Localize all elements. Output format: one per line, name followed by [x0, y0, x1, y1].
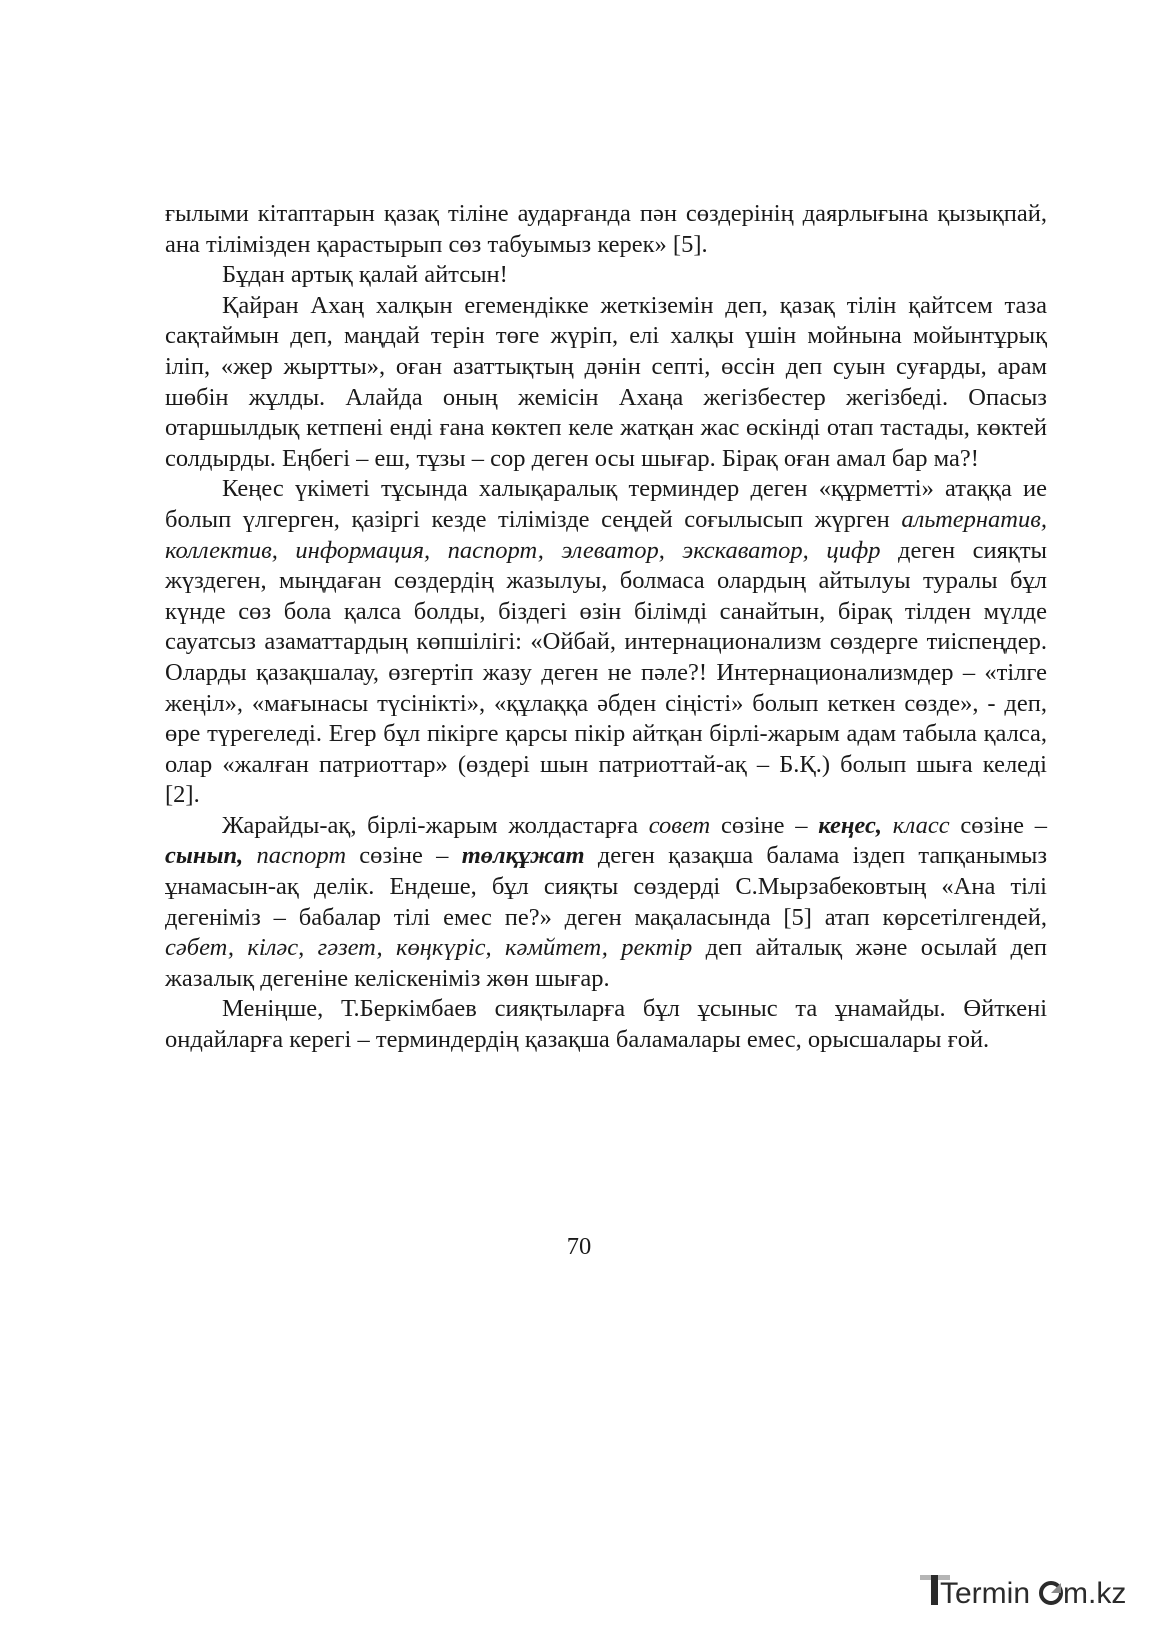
- paragraph: [165, 199, 1047, 260]
- text-run: ғылыми кітаптарын қазақ тіліне аударғанда пән сөздерінің даярлығына қызықпай, ана тілімізден қарастырып сөз табуымыз керек» [5].: [165, 200, 1047, 258]
- text-run: деген сияқты жүздеген, мыңдаған сөздердің жазылуы, болмаса олардың айтылуы туралы бұл күнде сөз бола қалса болды, біздегі өзін білімді санайтын, бірақ тілден мүлде сауатсыз азаматтардың көпшілігі: «Ойбай, интернационализм сөздерге тиіспеңдер. Оларды қазақшалау, өзгертіп жазу деген не пәле?! Интернационализмдер – «тілге жеңіл», «мағынасы түсінікті», «құлаққа әбден сіңісті» болып кеткен сөзде», - деп, өре түрегеледі. Егер бұл пікірге қарсы пікір айтқан бірлі-жарым адам табыла қалса, олар «жалған патриоттар» (өздері шын патриоттай-ақ – Б.Қ.) болып шыға келеді [2].: [165, 536, 1047, 809]
- text-run: деген қазақша балама іздеп тапқанымыз ұнамасын-ақ делік. Ендеше, бұл сияқты сөздерді С.Мырзабековтың «Ана тілі дегеніміз – бабалар тілі емес пе?» деген мақаласында [5] атап көрсетілгендей,: [165, 842, 1047, 931]
- text-run: Қайран Ахаң халқын егемендікке жеткіземін деп, қазақ тілін қайтсем таза сақтаймын деп, маңдай терін төге жүріп, елі халқы үшін мойнына мойынтұрық іліп, «жер жыртты», оған азаттықтың дәнін септі, өссін деп суын суғарды, арам шөбін жұлды. Алайда оның жемісін Ахаңа жегізбестер жегізбеді. Опасыз отаршылдық кетпені енді ғана көктеп келе жатқан жас өскінді отап тастады, көктей солдырды. Еңбегі – еш, тұзы – сор деген осы шығар. Бірақ оған амал бар ма?!: [165, 291, 1047, 472]
- italic-term: совет: [648, 811, 711, 839]
- paragraph: [165, 291, 1047, 475]
- text-run: Бұдан артық қалай айтсын!: [222, 261, 508, 289]
- text-run: [243, 842, 256, 869]
- italic-term: класс: [892, 811, 950, 839]
- logo-text-before: Termin: [940, 1577, 1031, 1610]
- italic-term: паспорт: [256, 842, 347, 870]
- page-body: [165, 199, 1047, 1056]
- italic-term: сәбет, кіләс, гәзет, көңкүріс, кәмйтет, ректір: [165, 934, 693, 962]
- text-run: Меніңше, Т.Беркімбаев сияқтыларға бұл ұсыныс та ұнамайды. Өйткені ондайларға керегі – терминдердің қазақша баламалары емес, орысшалары ғой.: [165, 995, 1047, 1054]
- text-run: сөзіне –: [346, 842, 462, 870]
- text-run: Кеңес үкіметі тұсында халықаралық терминдер деген «құрметті» атаққа ие болып үлгерген, қазіргі кезде тілімізде сеңдей соғылысып жүрген: [165, 475, 1047, 533]
- logo-text-after: m.kz: [1063, 1577, 1127, 1610]
- paragraph: [165, 994, 1047, 1055]
- paragraph: [165, 260, 1047, 291]
- bold-term: төлқұжат: [461, 842, 585, 870]
- logo-t-stem: [931, 1575, 938, 1605]
- bold-term: кеңес,: [818, 811, 882, 839]
- paragraph: [165, 811, 1047, 995]
- text-run: [882, 812, 893, 839]
- text-run: деп айталық және осылай деп жазалық дегеніне келіскеніміз жөн шығар.: [165, 934, 1047, 992]
- text-run: Жарайды-ақ, бірлі-жарым жолдастарға: [222, 811, 649, 839]
- paragraph: [165, 474, 1047, 811]
- italic-term: альтернатив, коллектив, информация, паспорт, элеватор, экскаватор, цифр: [165, 505, 1047, 564]
- bold-term: сынып,: [165, 842, 244, 870]
- text-run: сөзіне –: [949, 811, 1047, 839]
- text-run: сөзіне –: [710, 811, 819, 839]
- terminkom-watermark-logo: [918, 1569, 1130, 1613]
- page-number: 70: [566, 1233, 592, 1260]
